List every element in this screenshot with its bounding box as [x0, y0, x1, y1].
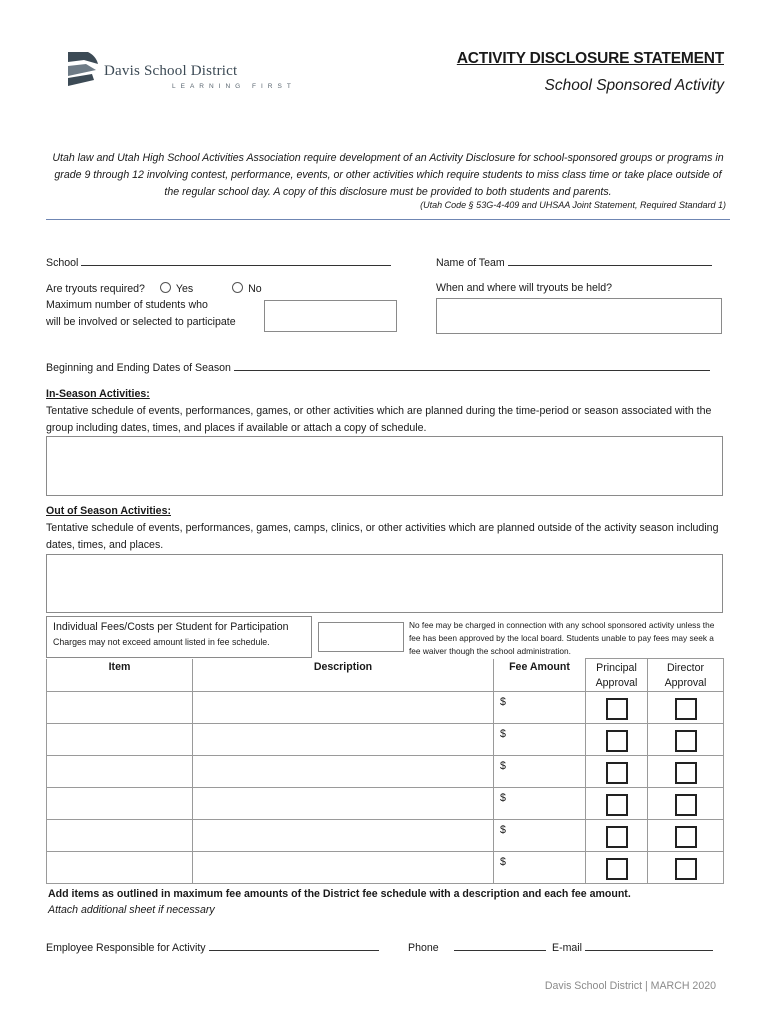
- description-cell[interactable]: [193, 692, 494, 724]
- phone-label: Phone: [408, 942, 439, 954]
- table-row: [47, 692, 724, 724]
- director-approval-checkbox[interactable]: [675, 698, 697, 720]
- school-input[interactable]: [81, 255, 391, 266]
- principal-cell: [586, 692, 648, 724]
- fees-info-box: [46, 616, 312, 658]
- tryouts-label: Are tryouts required?: [46, 283, 145, 295]
- phone-input[interactable]: [454, 940, 546, 951]
- tryouts-no-radio[interactable]: [232, 282, 243, 293]
- table-row: [47, 852, 724, 884]
- director-cell: [648, 756, 724, 788]
- principal-cell: [586, 756, 648, 788]
- logo-name: Davis School District: [104, 63, 238, 79]
- school-label: School: [46, 257, 79, 269]
- table-row: [47, 820, 724, 852]
- employee-row: [46, 940, 379, 954]
- table-row: [47, 724, 724, 756]
- season-dates-row: [46, 360, 710, 374]
- description-cell[interactable]: [193, 820, 494, 852]
- team-field-row: [436, 255, 712, 269]
- principal-approval-checkbox[interactable]: [606, 698, 628, 720]
- item-cell[interactable]: [47, 852, 193, 884]
- employee-label: Employee Responsible for Activity: [46, 942, 206, 954]
- description-cell[interactable]: [193, 756, 494, 788]
- table-row: [47, 788, 724, 820]
- principal-approval-checkbox[interactable]: [606, 858, 628, 880]
- in-season-schedule-input[interactable]: [46, 436, 723, 496]
- fee-amount-cell[interactable]: $: [494, 852, 586, 884]
- director-approval-checkbox[interactable]: [675, 858, 697, 880]
- tryouts-row: [46, 282, 262, 295]
- out-season-heading: Out of Season Activities:: [46, 505, 171, 517]
- director-approval-checkbox[interactable]: [675, 826, 697, 848]
- description-cell[interactable]: [193, 724, 494, 756]
- director-approval-checkbox[interactable]: [675, 762, 697, 784]
- team-label: Name of Team: [436, 257, 505, 269]
- school-field-row: [46, 255, 391, 269]
- col-director-approval: Director Approval: [648, 659, 724, 692]
- col-item: Item: [47, 659, 193, 692]
- tryouts-yes-radio[interactable]: [160, 282, 171, 293]
- principal-cell: [586, 788, 648, 820]
- director-cell: [648, 852, 724, 884]
- intro-paragraph: Utah law and Utah High School Activities Association require development of an Activity Disclosure for school-sponsored groups or programs in grade 9 through 12 involving contest, performance, events, or other activities which require students to miss class time or take place outside of the regular school day. A copy of this disclosure must be provided to both students and parents.: [52, 152, 724, 198]
- email-input[interactable]: [585, 940, 713, 951]
- logo-tagline: LEARNING FIRST: [172, 83, 296, 90]
- in-season-heading: In-Season Activities:: [46, 388, 150, 400]
- email-label: E-mail: [552, 942, 583, 954]
- yes-label: Yes: [175, 283, 194, 295]
- director-cell: [648, 724, 724, 756]
- col-principal-approval: Principal Approval: [586, 659, 648, 692]
- header-divider: [46, 219, 730, 220]
- description-cell[interactable]: [193, 788, 494, 820]
- item-cell[interactable]: [47, 756, 193, 788]
- col-description: Description: [193, 659, 494, 692]
- no-label: No: [248, 283, 262, 295]
- max-students-input[interactable]: [264, 300, 397, 332]
- max-students-label-1: Maximum number of students who: [46, 299, 208, 311]
- season-dates-input[interactable]: [234, 360, 710, 371]
- fees-subtitle: Charges may not exceed amount listed in fee schedule.: [53, 637, 270, 647]
- document-subtitle: School Sponsored Activity: [544, 77, 724, 94]
- item-cell[interactable]: [47, 724, 193, 756]
- principal-cell: [586, 852, 648, 884]
- tryouts-where-input[interactable]: [436, 298, 722, 334]
- max-students-label-2: will be involved or selected to participate: [46, 316, 236, 328]
- director-cell: [648, 820, 724, 852]
- attach-note: Attach additional sheet if necessary: [48, 904, 215, 916]
- fee-amount-cell[interactable]: $: [494, 724, 586, 756]
- table-row: [47, 756, 724, 788]
- out-season-schedule-input[interactable]: [46, 554, 723, 613]
- out-season-description: Tentative schedule of events, performances, games, camps, clinics, or other activities which are planned outside of the activity season including dates, times, and places.: [46, 522, 719, 551]
- principal-approval-checkbox[interactable]: [606, 730, 628, 752]
- director-cell: [648, 788, 724, 820]
- fee-instruction: Add items as outlined in maximum fee amounts of the District fee schedule with a description and each fee amount.: [48, 888, 631, 900]
- director-approval-checkbox[interactable]: [675, 794, 697, 816]
- footer-text: Davis School District | MARCH 2020: [544, 980, 716, 992]
- document-title: ACTIVITY DISCLOSURE STATEMENT: [456, 50, 724, 67]
- item-cell[interactable]: [47, 820, 193, 852]
- principal-approval-checkbox[interactable]: [606, 794, 628, 816]
- fee-amount-cell[interactable]: $: [494, 692, 586, 724]
- director-approval-checkbox[interactable]: [675, 730, 697, 752]
- fees-table: [46, 658, 724, 884]
- director-cell: [648, 692, 724, 724]
- fee-amount-cell[interactable]: $: [494, 788, 586, 820]
- fee-amount-cell[interactable]: $: [494, 820, 586, 852]
- phone-row: [408, 940, 546, 954]
- fees-table-header: [47, 659, 724, 692]
- fee-amount-cell[interactable]: $: [494, 756, 586, 788]
- fee-total-input[interactable]: [318, 622, 404, 652]
- team-name-input[interactable]: [508, 255, 712, 266]
- item-cell[interactable]: [47, 692, 193, 724]
- principal-cell: [586, 724, 648, 756]
- principal-approval-checkbox[interactable]: [606, 826, 628, 848]
- principal-approval-checkbox[interactable]: [606, 762, 628, 784]
- legal-citation: (Utah Code § 53G-4-409 and UHSAA Joint Statement, Required Standard 1): [420, 200, 726, 210]
- district-logo-icon: [66, 50, 100, 90]
- item-cell[interactable]: [47, 788, 193, 820]
- fees-title: Individual Fees/Costs per Student for Participation: [53, 621, 289, 633]
- fee-policy-note: No fee may be charged in connection with any school sponsored activity unless the fee has been approved by the local board. Students unable to pay fees may seek a fee waiver though the school administration.: [409, 620, 715, 656]
- in-season-description: Tentative schedule of events, performances, games, or other activities which are planned during the time-period or season associated with the group including dates, times, and places if available or attach a copy of schedule.: [46, 405, 712, 434]
- employee-input[interactable]: [209, 940, 379, 951]
- email-row: [552, 940, 713, 954]
- description-cell[interactable]: [193, 852, 494, 884]
- principal-cell: [586, 820, 648, 852]
- season-dates-label: Beginning and Ending Dates of Season: [46, 362, 231, 374]
- col-fee-amount: Fee Amount: [494, 659, 586, 692]
- tryouts-where-label: When and where will tryouts be held?: [436, 282, 613, 294]
